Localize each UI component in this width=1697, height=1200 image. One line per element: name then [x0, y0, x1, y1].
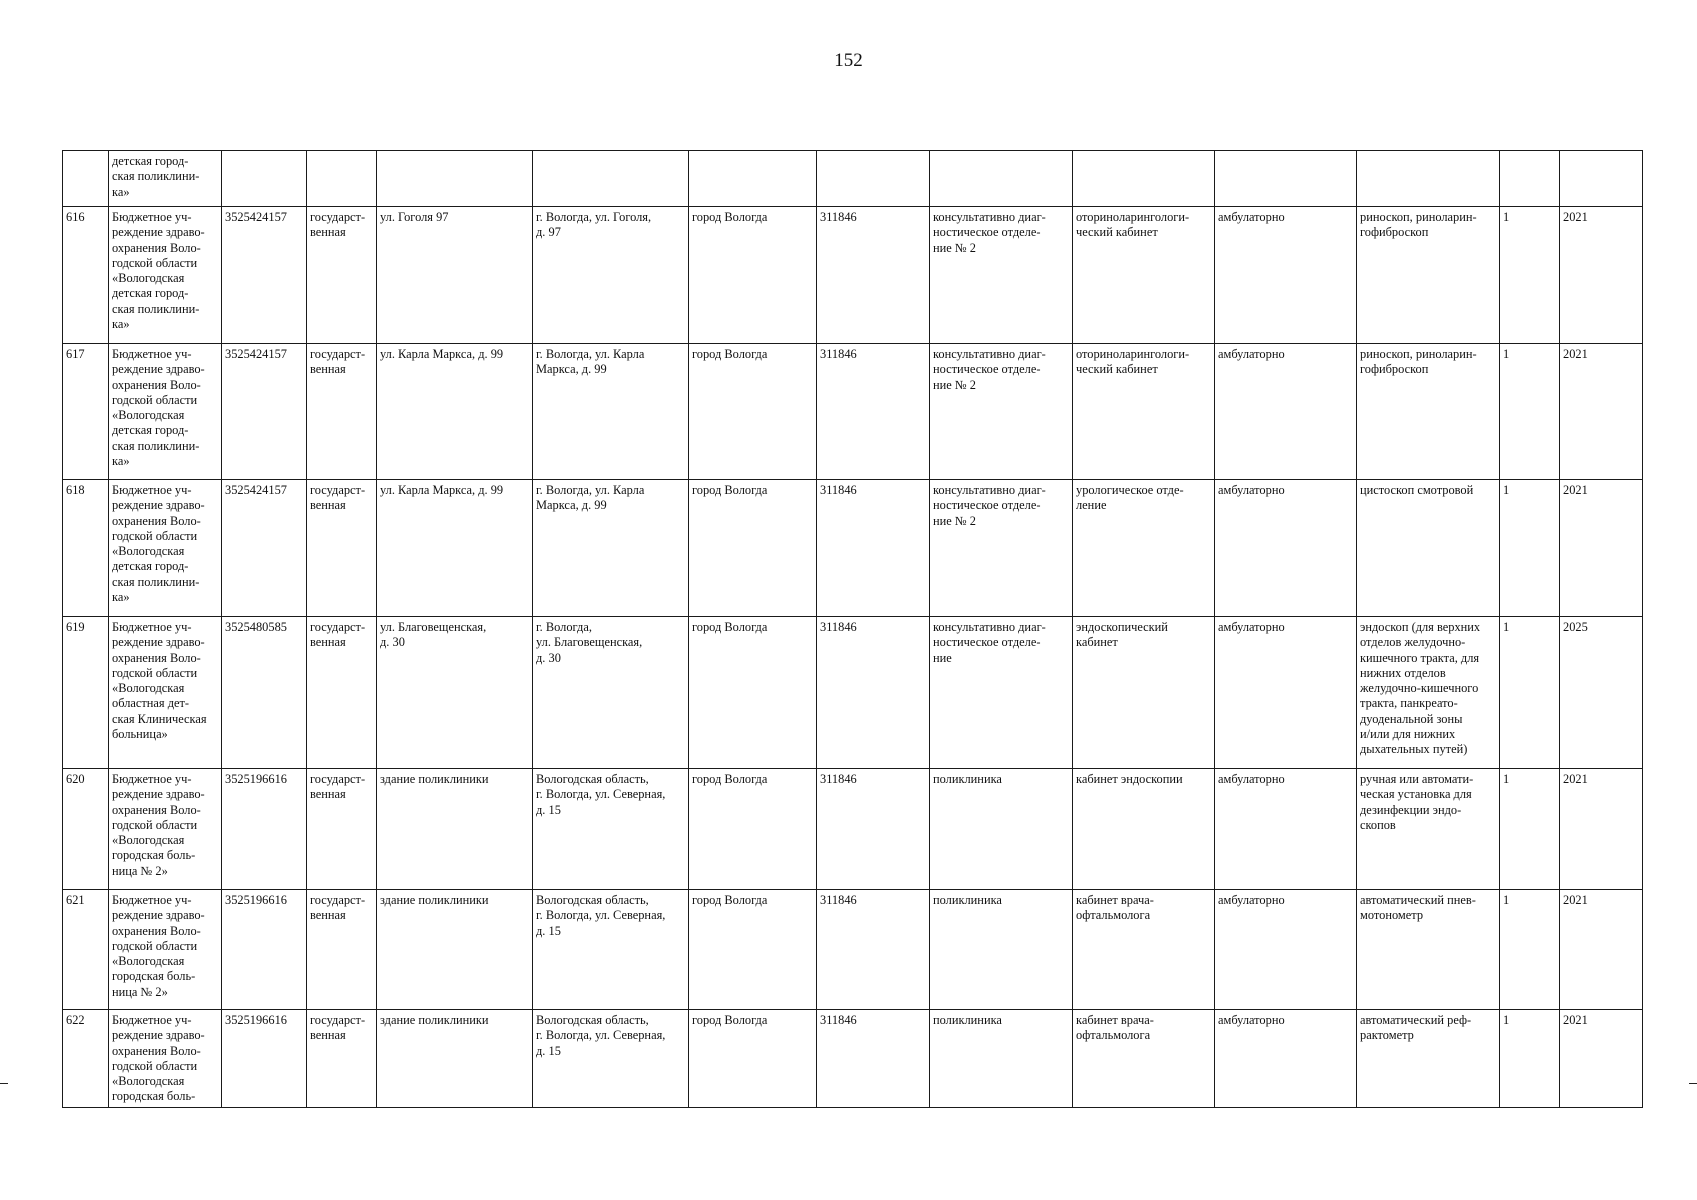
equipment-line: автоматический пнев- [1360, 893, 1476, 907]
year-cell [1560, 151, 1643, 207]
room-line: ческий кабинет [1076, 225, 1158, 240]
table-row [63, 890, 1643, 1010]
room-line: офтальмолога [1076, 908, 1151, 923]
year-cell: 2021 [1560, 890, 1643, 1010]
room-cell [1073, 890, 1215, 1010]
organization-line: охранения Воло- [112, 802, 201, 817]
inn-cell: 3525480585 [222, 617, 307, 769]
organization-line: годской области [112, 938, 198, 953]
organization-line: детская город- [112, 423, 189, 438]
equipment-line: ручная или автомати- [1360, 772, 1474, 786]
right-margin-mark [1689, 1083, 1697, 1084]
address-line: Маркса, д. 99 [536, 498, 607, 513]
organization-line: ская поликлини- [112, 438, 200, 453]
inn-cell: 3525196616 [222, 1010, 307, 1108]
inn-cell: 3525424157 [222, 480, 307, 617]
table-row [63, 151, 1643, 207]
year-cell: 2021 [1560, 207, 1643, 344]
organization-line: годской области [112, 817, 198, 832]
quantity-cell: 1 [1500, 344, 1560, 480]
organization-line: детская город- [112, 154, 189, 168]
municipality-line: город Вологда [692, 893, 768, 907]
organization-line: реждение здраво- [112, 225, 205, 240]
left-margin-mark [0, 1083, 8, 1084]
department-cell [930, 1010, 1073, 1108]
municipality-cell [689, 344, 817, 480]
municipality-line: город Вологда [692, 483, 768, 497]
address-line: г. Вологда, ул. Северная, [536, 787, 666, 802]
equipment-line: риноскоп, риноларин- [1360, 210, 1477, 224]
organization-line: городская боль- [112, 969, 196, 984]
department-line: ние № 2 [933, 513, 976, 528]
equipment-cell [1357, 769, 1500, 890]
address-line: д. 15 [536, 802, 561, 817]
address-line: ул. Благовещенская, [536, 635, 643, 650]
organization-line: ница № 2» [112, 984, 168, 999]
inn-cell: 3525196616 [222, 890, 307, 1010]
organization-line: ка» [112, 317, 130, 332]
organization-cell [109, 1010, 222, 1108]
room-cell [1073, 207, 1215, 344]
ownership-form-line: венная [310, 635, 346, 650]
equipment-cell [1357, 344, 1500, 480]
organization-line: реждение здраво- [112, 498, 205, 513]
room-line: офтальмолога [1076, 1028, 1151, 1043]
organization-line: «Вологодская [112, 1074, 185, 1089]
ownership-form-cell [307, 1010, 377, 1108]
equipment-cell [1357, 1010, 1500, 1108]
ownership-form-line: государст- [310, 210, 366, 224]
equipment-line: дезинфекции эндо- [1360, 802, 1462, 817]
care-type-cell: амбулаторно [1215, 769, 1357, 890]
organization-line: ская поликлини- [112, 169, 200, 184]
municipality-cell [689, 480, 817, 617]
address-cell [533, 207, 689, 344]
municipality-cell [689, 151, 817, 207]
object-cell [377, 617, 533, 769]
address-line: д. 30 [536, 650, 561, 665]
equipment-line: желудочно-кишечного [1360, 681, 1479, 696]
object-cell [377, 344, 533, 480]
equipment-line: рактометр [1360, 1028, 1414, 1043]
department-cell [930, 207, 1073, 344]
organization-line: «Вологодская [112, 681, 185, 696]
organization-cell [109, 617, 222, 769]
organization-line: охранения Воло- [112, 923, 201, 938]
organization-line: реждение здраво- [112, 908, 205, 923]
care-type-cell [1215, 151, 1357, 207]
address-line: д. 15 [536, 923, 561, 938]
row-number-cell: 621 [63, 890, 109, 1010]
equipment-line: кишечного тракта, для [1360, 650, 1480, 665]
organization-line: детская город- [112, 286, 189, 301]
department-line: ностическое отделе- [933, 225, 1041, 240]
municipality-cell [689, 207, 817, 344]
ownership-form-line: венная [310, 362, 346, 377]
department-line: ние [933, 650, 952, 665]
equipment-line: нижних отделов [1360, 665, 1446, 680]
table-row [63, 207, 1643, 344]
organization-line: «Вологодская [112, 833, 185, 848]
equipment-line: гофиброскоп [1360, 362, 1429, 377]
year-cell: 2021 [1560, 769, 1643, 890]
organization-line: охранения Воло- [112, 240, 201, 255]
organization-line: Бюджетное уч- [112, 893, 192, 907]
room-cell [1073, 344, 1215, 480]
department-line: ние № 2 [933, 240, 976, 255]
address-cell [533, 480, 689, 617]
equipment-line: эндоскоп (для верхних [1360, 620, 1481, 634]
department-cell [930, 890, 1073, 1010]
ownership-form-line: венная [310, 787, 346, 802]
table-row [63, 480, 1643, 617]
municipality-line: город Вологда [692, 772, 768, 786]
organization-line: Бюджетное уч- [112, 1013, 192, 1027]
ownership-form-line: государст- [310, 347, 366, 361]
organization-line: Бюджетное уч- [112, 347, 192, 361]
address-line: д. 15 [536, 1043, 561, 1058]
equipment-line: ческая установка для [1360, 787, 1472, 802]
organization-line: ская Клиническая [112, 711, 207, 726]
year-cell: 2021 [1560, 344, 1643, 480]
quantity-cell: 1 [1500, 207, 1560, 344]
ownership-form-cell [307, 769, 377, 890]
room-line: урологическое отде- [1076, 483, 1184, 497]
address-line: Маркса, д. 99 [536, 362, 607, 377]
room-line: кабинет [1076, 635, 1118, 650]
oktmo-cell: 311846 [817, 617, 930, 769]
equipment-line: дыхательных путей) [1360, 742, 1468, 757]
organization-line: областная дет- [112, 696, 190, 711]
room-line: кабинет врача- [1076, 893, 1154, 907]
organization-line: годской области [112, 665, 198, 680]
organization-line: «Вологодская [112, 408, 185, 423]
organization-line: ка» [112, 184, 130, 199]
ownership-form-line: венная [310, 908, 346, 923]
equipment-line: и/или для нижних [1360, 727, 1456, 742]
department-line: ние № 2 [933, 377, 976, 392]
quantity-cell: 1 [1500, 1010, 1560, 1108]
equipment-line: риноскоп, риноларин- [1360, 347, 1477, 361]
room-line: эндоскопический [1076, 620, 1168, 634]
care-type-cell: амбулаторно [1215, 480, 1357, 617]
organization-line: ница № 2» [112, 863, 168, 878]
ownership-form-line: государст- [310, 893, 366, 907]
ownership-form-line: государст- [310, 620, 366, 634]
address-line: г. Вологда, ул. Северная, [536, 908, 666, 923]
room-line: ческий кабинет [1076, 362, 1158, 377]
address-cell [533, 151, 689, 207]
organization-line: «Вологодская [112, 954, 185, 969]
object-line: ул. Карла Маркса, д. 99 [380, 347, 504, 361]
organization-line: ка» [112, 454, 130, 469]
room-cell [1073, 617, 1215, 769]
organization-line: «Вологодская [112, 271, 185, 286]
care-type-cell: амбулаторно [1215, 344, 1357, 480]
oktmo-cell: 311846 [817, 1010, 930, 1108]
care-type-cell: амбулаторно [1215, 1010, 1357, 1108]
address-cell [533, 769, 689, 890]
table-row [63, 769, 1643, 890]
row-number-cell: 620 [63, 769, 109, 890]
table-row [63, 617, 1643, 769]
department-line: консультативно диаг- [933, 347, 1046, 361]
address-line: Вологодская область, [536, 1013, 649, 1027]
quantity-cell: 1 [1500, 769, 1560, 890]
organization-line: реждение здраво- [112, 362, 205, 377]
care-type-cell: амбулаторно [1215, 890, 1357, 1010]
organization-line: Бюджетное уч- [112, 620, 192, 634]
municipality-line: город Вологда [692, 1013, 768, 1027]
row-number-cell: 617 [63, 344, 109, 480]
address-cell [533, 1010, 689, 1108]
organization-line: охранения Воло- [112, 1043, 201, 1058]
inn-cell: 3525424157 [222, 207, 307, 344]
oktmo-cell: 311846 [817, 480, 930, 617]
equipment-cell [1357, 617, 1500, 769]
organization-line: Бюджетное уч- [112, 483, 192, 497]
municipality-line: город Вологда [692, 620, 768, 634]
oktmo-cell: 311846 [817, 769, 930, 890]
department-cell [930, 480, 1073, 617]
organization-line: Бюджетное уч- [112, 210, 192, 224]
row-number-cell: 618 [63, 480, 109, 617]
oktmo-cell [817, 151, 930, 207]
ownership-form-line: государст- [310, 1013, 366, 1027]
organization-cell [109, 769, 222, 890]
organization-line: городская боль- [112, 848, 196, 863]
organization-cell [109, 207, 222, 344]
year-cell: 2021 [1560, 480, 1643, 617]
organization-line: реждение здраво- [112, 787, 205, 802]
care-type-cell: амбулаторно [1215, 207, 1357, 344]
room-line: ление [1076, 498, 1107, 513]
organization-line: реждение здраво- [112, 635, 205, 650]
ownership-form-line: государст- [310, 483, 366, 497]
organization-line: ка» [112, 590, 130, 605]
object-cell [377, 1010, 533, 1108]
address-line: г. Вологда, ул. Северная, [536, 1028, 666, 1043]
department-line: поликлиника [933, 893, 1002, 907]
inn-cell: 3525424157 [222, 344, 307, 480]
organization-line: ская поликлини- [112, 301, 200, 316]
quantity-cell: 1 [1500, 890, 1560, 1010]
ownership-form-cell [307, 480, 377, 617]
department-line: консультативно диаг- [933, 620, 1046, 634]
table-row [63, 1010, 1643, 1108]
year-cell: 2021 [1560, 1010, 1643, 1108]
oktmo-cell: 311846 [817, 344, 930, 480]
room-line: кабинет врача- [1076, 1013, 1154, 1027]
table-row [63, 344, 1643, 480]
organization-line: годской области [112, 255, 198, 270]
object-cell [377, 207, 533, 344]
room-cell [1073, 151, 1215, 207]
equipment-line: автоматический реф- [1360, 1013, 1472, 1027]
department-cell [930, 617, 1073, 769]
ownership-form-cell [307, 617, 377, 769]
address-cell [533, 344, 689, 480]
address-line: г. Вологда, ул. Карла [536, 347, 645, 361]
department-line: консультативно диаг- [933, 483, 1046, 497]
organization-cell [109, 890, 222, 1010]
organization-line: охранения Воло- [112, 377, 201, 392]
organization-line: годской области [112, 1058, 198, 1073]
organization-line: ская поликлини- [112, 574, 200, 589]
year-cell: 2025 [1560, 617, 1643, 769]
address-line: г. Вологда, [536, 620, 592, 634]
row-number-cell: 616 [63, 207, 109, 344]
address-line: Вологодская область, [536, 893, 649, 907]
care-type-cell: амбулаторно [1215, 617, 1357, 769]
department-cell [930, 344, 1073, 480]
organization-line: городская боль- [112, 1089, 196, 1104]
department-line: ностическое отделе- [933, 362, 1041, 377]
organization-line: охранения Воло- [112, 650, 201, 665]
equipment-line: мотонометр [1360, 908, 1424, 923]
object-line: ул. Карла Маркса, д. 99 [380, 483, 504, 497]
ownership-form-cell [307, 890, 377, 1010]
municipality-cell [689, 617, 817, 769]
inn-cell [222, 151, 307, 207]
row-number-cell [63, 151, 109, 207]
address-line: г. Вологда, ул. Карла [536, 483, 645, 497]
department-line: ностическое отделе- [933, 498, 1041, 513]
object-line: здание поликлиники [380, 893, 489, 907]
organization-line: реждение здраво- [112, 1028, 205, 1043]
organization-line: годской области [112, 528, 198, 543]
organization-line: больница» [112, 727, 168, 742]
room-cell [1073, 769, 1215, 890]
oktmo-cell: 311846 [817, 207, 930, 344]
object-cell [377, 769, 533, 890]
ownership-form-cell [307, 207, 377, 344]
room-line: кабинет эндоскопии [1076, 772, 1183, 786]
quantity-cell: 1 [1500, 480, 1560, 617]
department-line: поликлиника [933, 1013, 1002, 1027]
object-line: ул. Гоголя 97 [380, 210, 449, 224]
equipment-cell [1357, 151, 1500, 207]
page-number: 152 [834, 50, 863, 71]
oktmo-cell: 311846 [817, 890, 930, 1010]
organization-line: годской области [112, 392, 198, 407]
equipment-line: отделов желудочно- [1360, 635, 1466, 650]
ownership-form-line: государст- [310, 772, 366, 786]
municipality-line: город Вологда [692, 210, 768, 224]
equipment-line: скопов [1360, 817, 1396, 832]
equipment-cell [1357, 480, 1500, 617]
room-line: оториноларингологи- [1076, 210, 1190, 224]
organization-cell [109, 151, 222, 207]
department-cell [930, 151, 1073, 207]
address-cell [533, 890, 689, 1010]
equipment-cell [1357, 890, 1500, 1010]
row-number-cell: 622 [63, 1010, 109, 1108]
room-cell [1073, 480, 1215, 617]
department-line: поликлиника [933, 772, 1002, 786]
equipment-line: тракта, панкреато- [1360, 696, 1458, 711]
ownership-form-line: венная [310, 498, 346, 513]
address-line: д. 97 [536, 225, 561, 240]
object-cell [377, 480, 533, 617]
quantity-cell [1500, 151, 1560, 207]
organization-cell [109, 480, 222, 617]
department-line: консультативно диаг- [933, 210, 1046, 224]
organization-line: охранения Воло- [112, 513, 201, 528]
ownership-form-cell [307, 344, 377, 480]
equipment-registry-table [62, 150, 1643, 1108]
department-cell [930, 769, 1073, 890]
municipality-cell [689, 1010, 817, 1108]
ownership-form-line: венная [310, 1028, 346, 1043]
organization-line: «Вологодская [112, 544, 185, 559]
inn-cell: 3525196616 [222, 769, 307, 890]
department-line: ностическое отделе- [933, 635, 1041, 650]
equipment-line: дуоденальной зоны [1360, 711, 1463, 726]
address-cell [533, 617, 689, 769]
municipality-line: город Вологда [692, 347, 768, 361]
equipment-line: гофиброскоп [1360, 225, 1429, 240]
address-line: г. Вологда, ул. Гоголя, [536, 210, 652, 224]
equipment-cell [1357, 207, 1500, 344]
object-line: д. 30 [380, 635, 405, 650]
organization-line: детская город- [112, 559, 189, 574]
object-line: здание поликлиники [380, 1013, 489, 1027]
ownership-form-cell [307, 151, 377, 207]
object-cell [377, 890, 533, 1010]
object-cell [377, 151, 533, 207]
equipment-line: цистоскоп смотровой [1360, 483, 1474, 497]
quantity-cell: 1 [1500, 617, 1560, 769]
organization-cell [109, 344, 222, 480]
object-line: ул. Благовещенская, [380, 620, 487, 634]
room-line: оториноларингологи- [1076, 347, 1190, 361]
object-line: здание поликлиники [380, 772, 489, 786]
organization-line: Бюджетное уч- [112, 772, 192, 786]
municipality-cell [689, 890, 817, 1010]
ownership-form-line: венная [310, 225, 346, 240]
address-line: Вологодская область, [536, 772, 649, 786]
row-number-cell: 619 [63, 617, 109, 769]
room-cell [1073, 1010, 1215, 1108]
municipality-cell [689, 769, 817, 890]
